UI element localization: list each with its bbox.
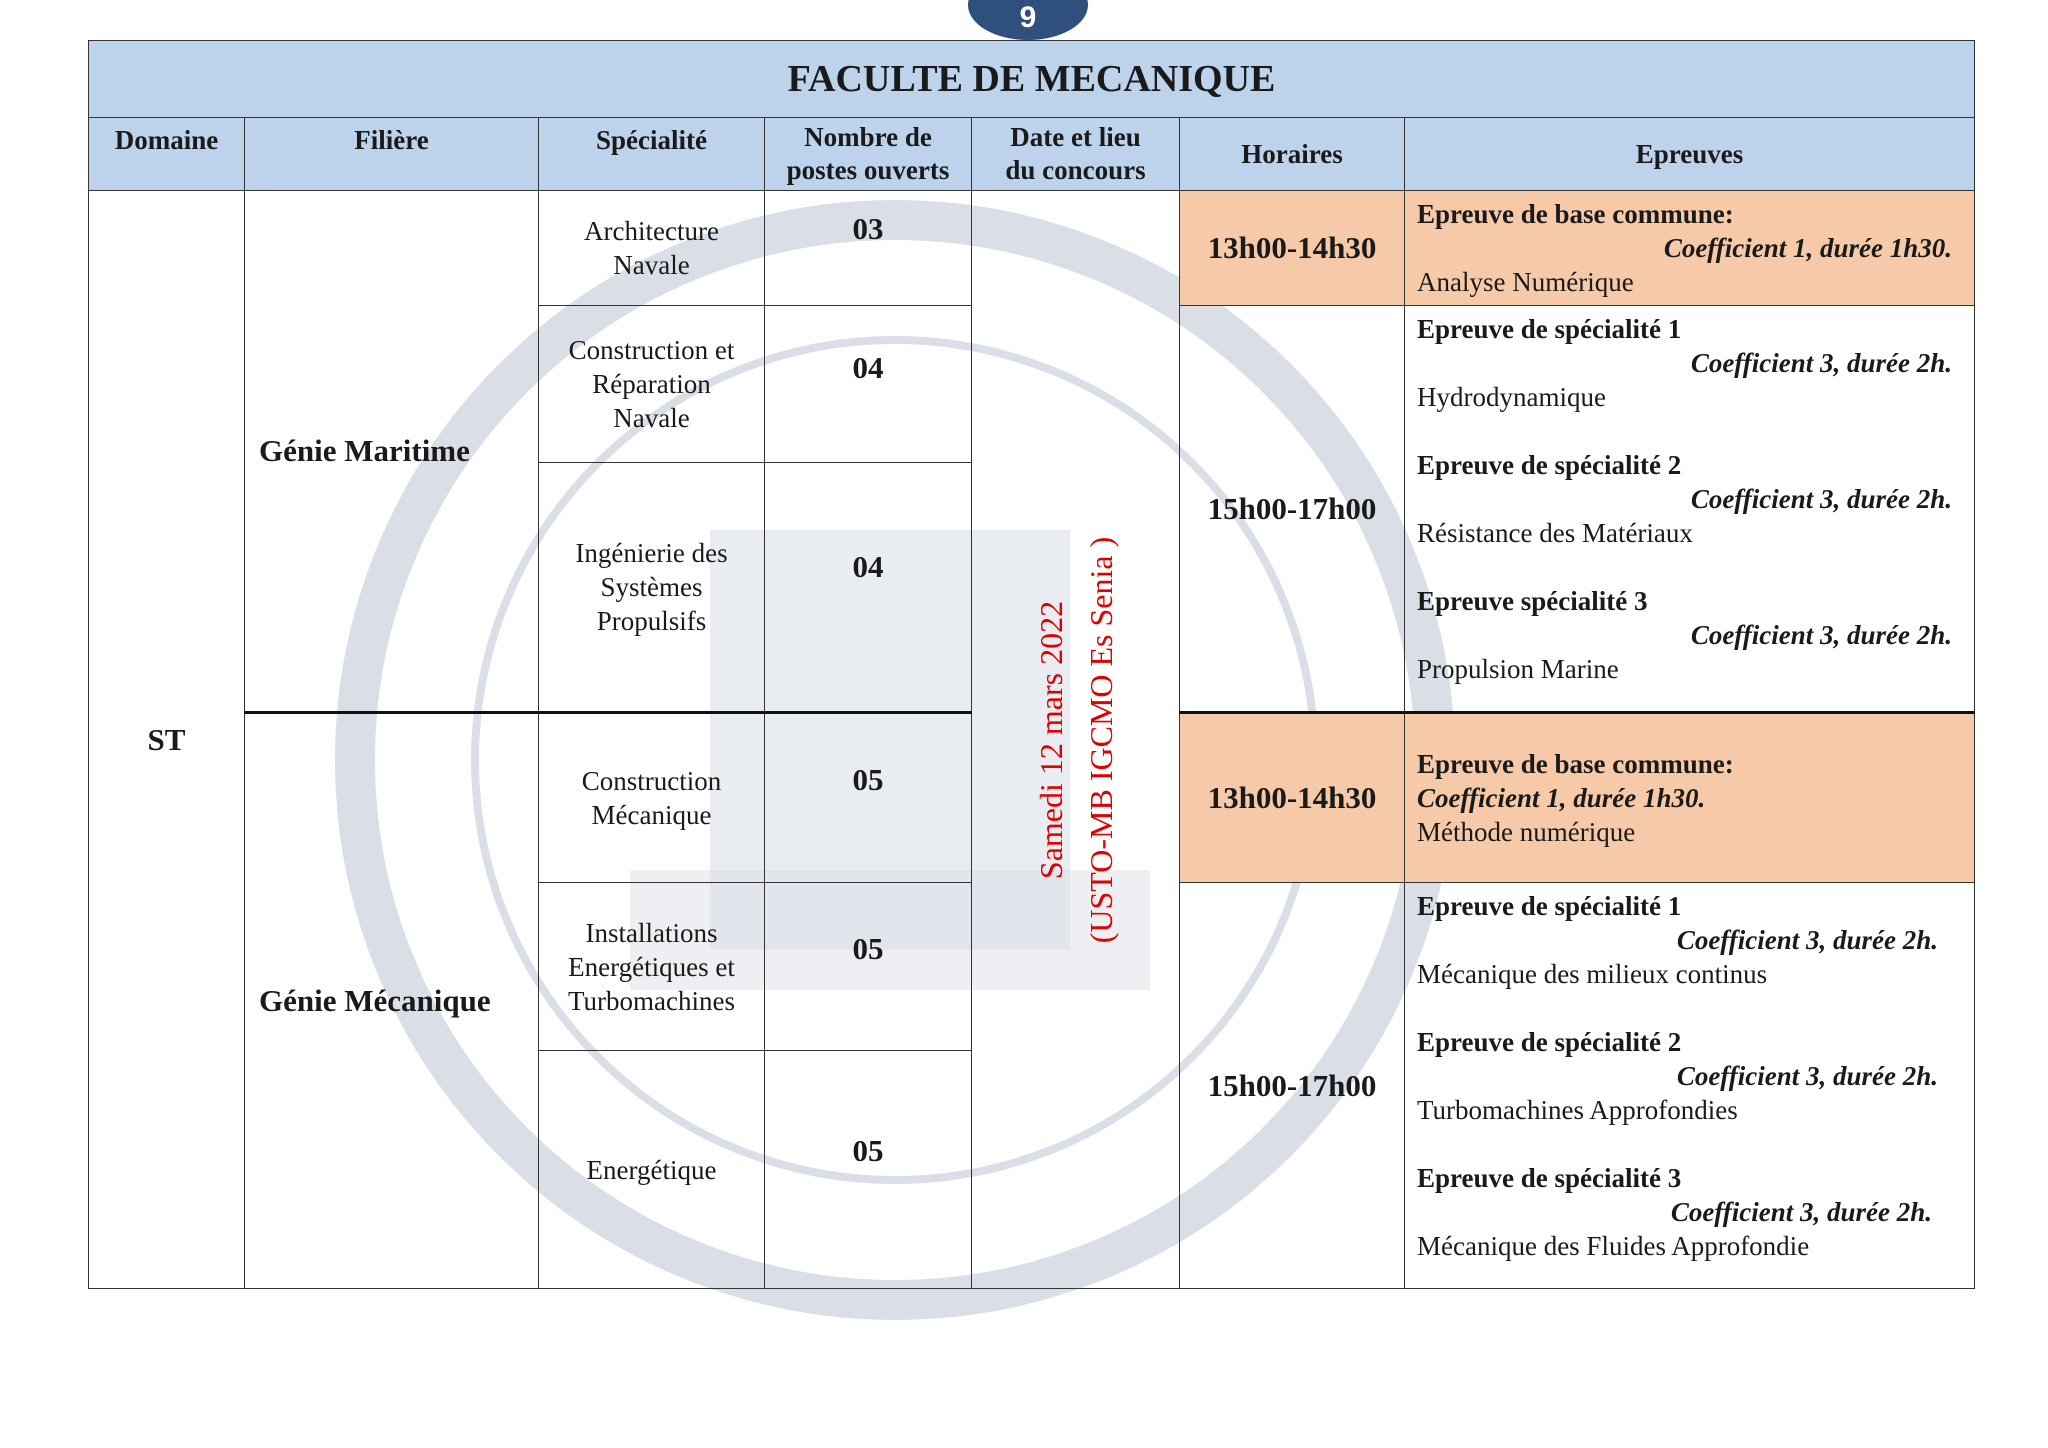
specialite-line: Navale	[613, 403, 690, 433]
specialite-cell	[539, 463, 765, 713]
horaire-specialite-cell: 15h00-17h00	[1180, 883, 1405, 1289]
epreuve-subject: Analyse Numérique	[1417, 267, 1634, 297]
header-date-line1: Date et lieu	[1010, 122, 1141, 152]
specialite-line: Installations	[585, 917, 718, 948]
table-row	[89, 191, 1975, 306]
epreuve-coef: Coefficient 1, durée 1h30.	[1663, 233, 1953, 263]
specialite-line: Systèmes	[600, 572, 703, 602]
specialite-line: Mécanique	[591, 800, 712, 830]
faculty-title: FACULTE DE MECANIQUE	[89, 41, 1975, 118]
epreuve-title: Epreuve spécialité 3	[1417, 586, 1648, 616]
epreuve-subject: Hydrodynamique	[1417, 382, 1606, 412]
epreuve-title: Epreuve de spécialité 2	[1417, 1027, 1682, 1057]
date-lieu-text	[1026, 536, 1126, 943]
epreuve-coef: Coefficient 1, durée 1h30.	[1417, 783, 1706, 813]
postes-cell: 05	[765, 713, 972, 883]
epreuve-title: Epreuve de base commune:	[1417, 199, 1734, 229]
epreuves-specialite-cell	[1405, 883, 1975, 1289]
specialite-cell	[539, 306, 765, 463]
header-specialite: Spécialité	[539, 118, 765, 191]
specialite-cell	[539, 883, 765, 1051]
epreuve-title: Epreuve de spécialité 1	[1417, 314, 1682, 344]
header-nombre-postes	[765, 118, 972, 191]
epreuve-title: Epreuve de spécialité 1	[1417, 891, 1682, 921]
epreuve-title: Epreuve de base commune:	[1417, 749, 1734, 779]
specialite-line: Navale	[613, 250, 690, 280]
filiere-genie-maritime: Génie Maritime	[245, 191, 539, 713]
lieu-line: (USTO-MB IGCMO Es Senia )	[1082, 536, 1119, 943]
specialite-line: Energétique	[586, 1154, 717, 1185]
epreuve-coef: Coefficient 3, durée 2h.	[1690, 348, 1953, 378]
epreuve-coef: Coefficient 3, durée 2h.	[1690, 484, 1953, 514]
postes-cell: 04	[765, 306, 972, 463]
date-lieu-cell	[972, 191, 1180, 1289]
header-domaine: Domaine	[89, 118, 245, 191]
postes-cell: 04	[765, 463, 972, 713]
epreuve-coef: Coefficient 3, durée 2h.	[1670, 1197, 1933, 1227]
epreuve-title: Epreuve de spécialité 2	[1417, 450, 1682, 480]
postes-cell: 05	[765, 1051, 972, 1289]
epreuve-base-cell	[1405, 713, 1975, 883]
header-filiere: Filière	[245, 118, 539, 191]
epreuve-subject: Turbomachines Approfondies	[1417, 1095, 1738, 1125]
horaire-specialite-cell: 15h00-17h00	[1180, 306, 1405, 713]
header-horaires: Horaires	[1180, 118, 1405, 191]
epreuve-subject: Mécanique des milieux continus	[1417, 959, 1768, 989]
header-nombre-line1: Nombre de	[804, 122, 932, 152]
header-date-lieu	[972, 118, 1180, 191]
horaire-base-cell: 13h00-14h30	[1180, 713, 1405, 883]
exam-schedule-table	[88, 40, 1975, 1289]
filiere-genie-mecanique: Génie Mécanique	[245, 713, 539, 1289]
specialite-line: Energétiques et	[568, 951, 735, 982]
epreuve-subject: Mécanique des Fluides Approfondie	[1417, 1231, 1810, 1261]
epreuve-subject: Propulsion Marine	[1417, 654, 1619, 684]
postes-cell: 05	[765, 883, 972, 1051]
epreuve-title: Epreuve de spécialité 3	[1417, 1163, 1682, 1193]
epreuve-coef: Coefficient 3, durée 2h.	[1676, 925, 1939, 955]
specialite-line: Construction	[581, 766, 722, 796]
specialite-cell	[539, 713, 765, 883]
epreuve-subject: Méthode numérique	[1417, 817, 1636, 847]
page-number-badge: 9	[968, 0, 1088, 40]
header-nombre-line2: postes ouverts	[786, 155, 950, 185]
epreuve-subject: Résistance des Matériaux	[1417, 518, 1693, 548]
specialite-line: Ingénierie des	[575, 538, 728, 568]
domaine-cell: ST	[89, 191, 245, 1289]
specialite-line: Propulsifs	[596, 606, 707, 636]
specialite-line: Architecture	[584, 216, 719, 246]
horaire-base-cell: 13h00-14h30	[1180, 191, 1405, 306]
specialite-cell	[539, 191, 765, 306]
specialite-line: Construction et	[568, 335, 735, 365]
header-epreuves: Epreuves	[1405, 118, 1975, 191]
specialite-line: Réparation	[592, 369, 711, 399]
epreuves-specialite-cell	[1405, 306, 1975, 713]
epreuve-base-cell	[1405, 191, 1975, 306]
epreuve-coef: Coefficient 3, durée 2h.	[1676, 1061, 1939, 1091]
header-date-line2: du concours	[1005, 155, 1146, 185]
postes-cell: 03	[765, 191, 972, 306]
date-line: Samedi 12 mars 2022	[1032, 600, 1069, 879]
specialite-line: Turbomachines	[568, 985, 735, 1016]
specialite-cell	[539, 1051, 765, 1289]
epreuve-coef: Coefficient 3, durée 2h.	[1690, 620, 1953, 650]
